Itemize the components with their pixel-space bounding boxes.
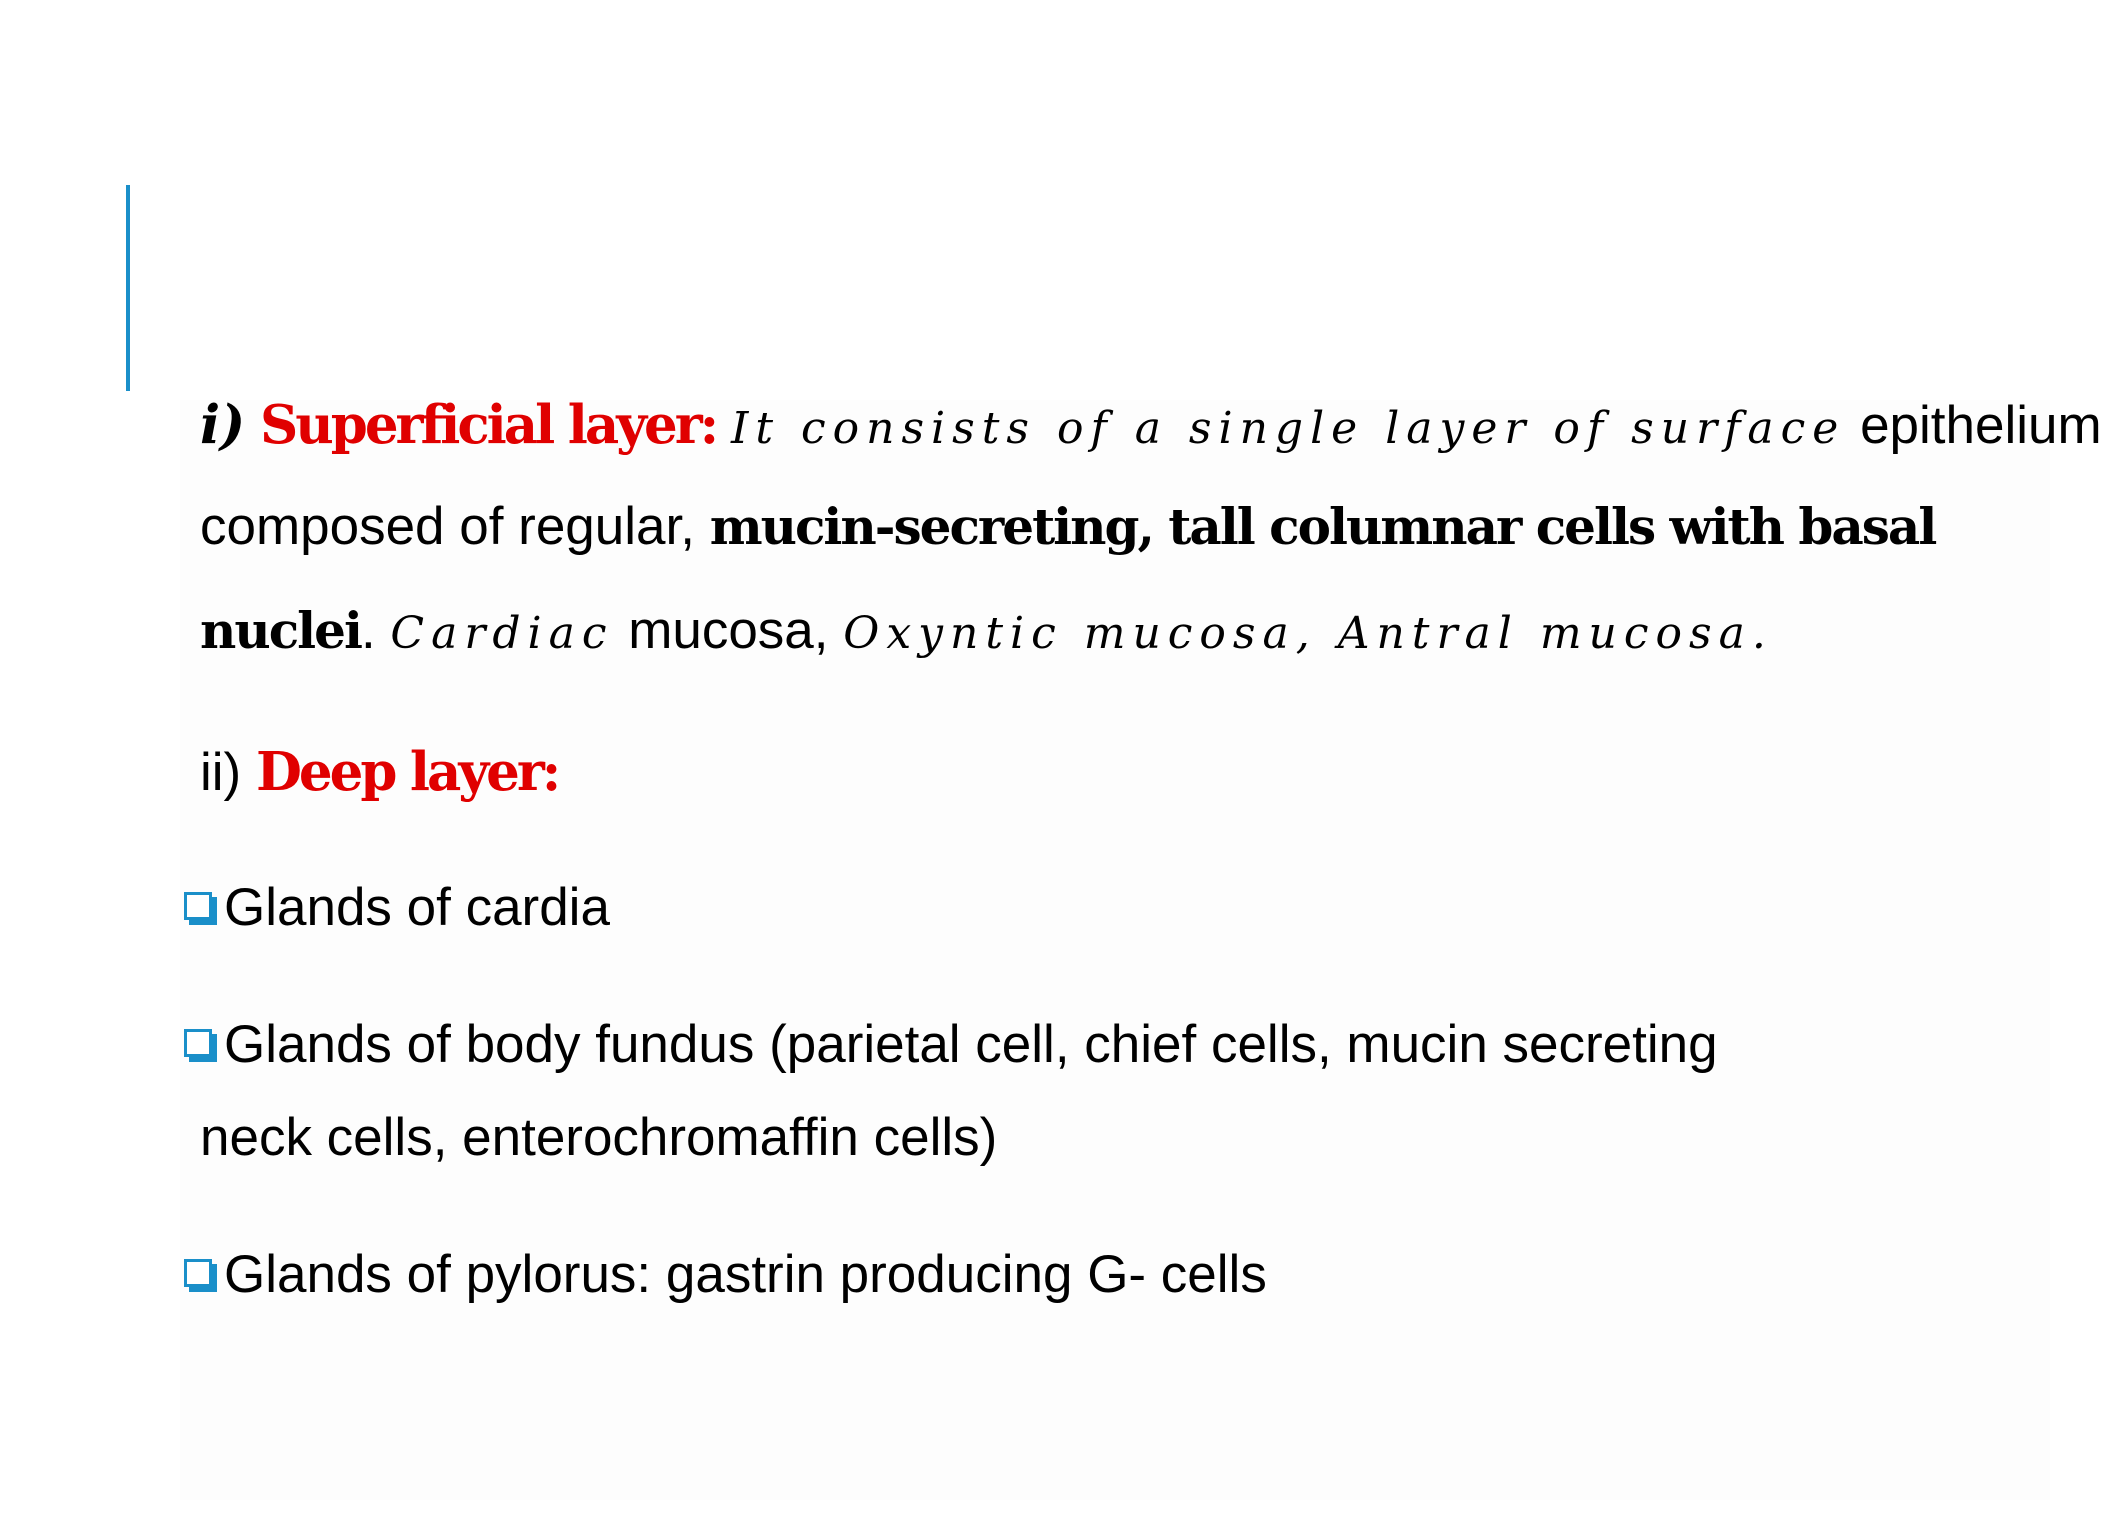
- superficial-line-3: [200, 601, 1773, 664]
- bullet-item-cardia: [184, 878, 610, 938]
- superficial-prefix: i): [200, 394, 246, 456]
- bullet-continuation-text: neck cells, enterochromaffin cells): [200, 1108, 998, 1167]
- checkbox-bullet-icon: [184, 1259, 216, 1291]
- superficial-description-plain: epithelium: [1860, 396, 2102, 455]
- bullet-item-body-fundus: [184, 1015, 1718, 1075]
- deep-prefix: ii): [200, 743, 242, 802]
- bullet-item-pylorus: [184, 1245, 1267, 1305]
- bullet-text: Glands of pylorus: gastrin producing G- cells: [224, 1245, 1267, 1304]
- superficial-description-script: It consists of a single layer of surface: [730, 403, 1846, 454]
- line3-nuclei: nuclei: [200, 601, 361, 660]
- oxyntic-antral-script: Oxyntic mucosa, Antral mucosa.: [843, 608, 1773, 659]
- cardiac-script: Cardiac: [390, 608, 614, 659]
- bullet-text: Glands of cardia: [224, 878, 610, 937]
- superficial-heading: Superficial layer:: [259, 394, 717, 456]
- checkbox-bullet-icon: [184, 1029, 216, 1061]
- deep-layer-line: [200, 742, 558, 803]
- content-panel: [180, 400, 2050, 1500]
- line3-period: .: [360, 601, 376, 660]
- deep-heading: Deep layer:: [255, 741, 559, 803]
- line2-bold-text: mucin-secreting, tall columnar cells with basal: [709, 497, 1936, 556]
- bullet-item-body-fundus-continuation: [200, 1108, 997, 1168]
- superficial-line-2: [200, 497, 1935, 557]
- mucosa-plain: mucosa,: [628, 601, 829, 660]
- superficial-line-1: [200, 395, 2102, 459]
- line2-plain-text: composed of regular,: [200, 497, 695, 556]
- accent-bar: [126, 185, 130, 391]
- bullet-text: Glands of body fundus (parietal cell, chief cells, mucin secreting: [224, 1015, 1718, 1074]
- checkbox-bullet-icon: [184, 892, 216, 924]
